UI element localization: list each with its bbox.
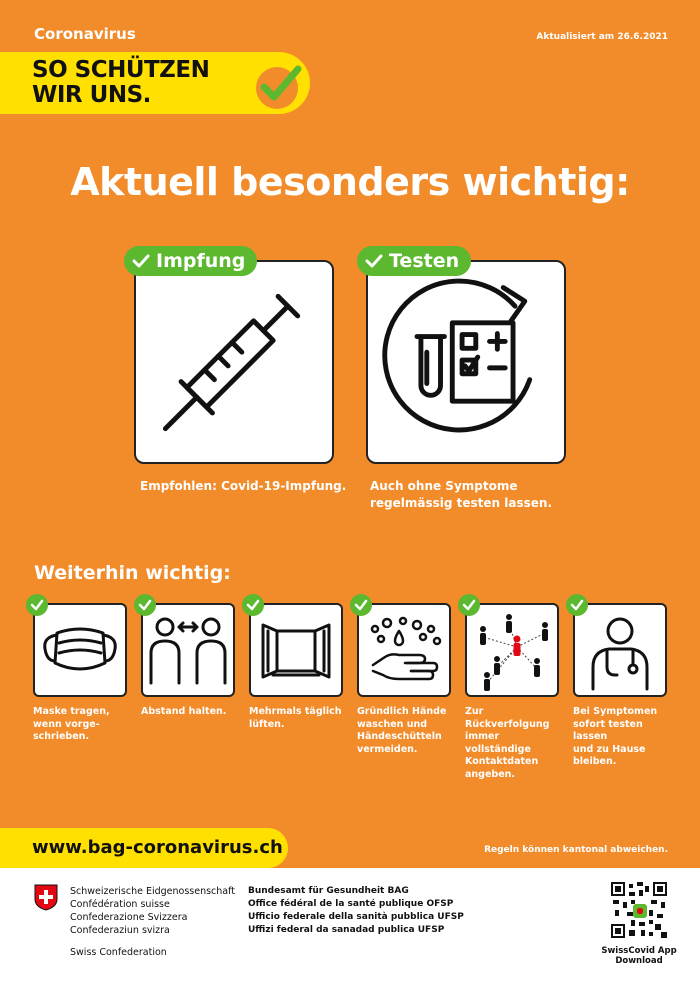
- doctor-caption-line-1: Bei Symptomen: [573, 706, 658, 717]
- measure-caption-doctor: [573, 706, 673, 769]
- testing-label-text: Testen: [389, 250, 460, 272]
- rules-note: Regeln können kantonal abweichen.: [484, 845, 668, 855]
- measure-check-mask: [26, 594, 48, 616]
- doctor-icon: [575, 605, 665, 695]
- mask-caption-line-2: wenn vorge-: [33, 718, 100, 730]
- mask-caption-line-3: schrieben.: [33, 731, 90, 742]
- measure-check-contact-tracing: [458, 594, 480, 616]
- distance-icon: [143, 605, 233, 695]
- check-icon: [354, 598, 368, 612]
- measure-check-doctor: [566, 594, 588, 616]
- swiss-confederation: Swiss Confederation: [70, 947, 167, 958]
- website-link[interactable]: www.bag-coronavirus.ch: [32, 837, 283, 858]
- vaccination-label: [124, 246, 257, 276]
- office-rm: Uffizi federal da sanadad publica UFSP: [248, 925, 445, 935]
- office-names: [248, 885, 464, 937]
- mask-caption-line-1: Maske tragen,: [33, 706, 110, 717]
- test-kit-icon: [368, 262, 564, 462]
- measure-caption-contact-tracing: [465, 706, 565, 781]
- measure-caption-window: [249, 706, 349, 731]
- campaign-title: [32, 58, 209, 108]
- testing-card: [366, 260, 566, 464]
- window-caption-line-2: lüften.: [249, 718, 285, 730]
- handwash-caption-line-4: vermeiden.: [357, 743, 418, 755]
- contact-caption-line-2: immer vollständige: [465, 731, 531, 755]
- check-icon: [365, 252, 383, 270]
- doctor-caption-line-4: bleiben.: [573, 756, 617, 767]
- window-icon: [251, 605, 341, 695]
- updated-date: Aktualisiert am 26.6.2021: [536, 32, 668, 42]
- measure-check-handwash: [350, 594, 372, 616]
- doctor-caption-line-2: sofort testen lassen: [573, 718, 643, 742]
- office-it: Ufficio federale della sanità pubblica UFSP: [248, 912, 464, 922]
- testing-label: [357, 246, 471, 276]
- vaccination-caption: [140, 478, 346, 495]
- doctor-caption-line-3: und zu Hause: [573, 743, 646, 755]
- handwash-caption-line-3: Händeschütteln: [357, 731, 442, 742]
- measure-check-window: [242, 594, 264, 616]
- campaign-title-line-1: SO SCHÜTZEN: [32, 57, 210, 83]
- handwash-icon: [359, 605, 449, 695]
- measure-card-distance: [141, 603, 235, 697]
- contact-caption-line-4: angeben.: [465, 768, 516, 780]
- campaign-title-line-2: WIR UNS.: [32, 82, 151, 108]
- headline: Aktuell besonders wichtig:: [70, 160, 630, 204]
- syringe-icon: [136, 262, 332, 462]
- measure-caption-distance: [141, 706, 241, 719]
- check-icon: [132, 252, 150, 270]
- measure-card-doctor: [573, 603, 667, 697]
- testing-caption-line-2: regelmässig testen lassen.: [370, 496, 553, 510]
- app-caption-line-1: SwissCovid App: [601, 946, 677, 956]
- measure-card-handwash: [357, 603, 451, 697]
- handwash-caption-line-1: Gründlich Hände: [357, 706, 447, 717]
- measure-card-window: [249, 603, 343, 697]
- check-icon: [462, 598, 476, 612]
- qr-code-icon[interactable]: [611, 882, 667, 938]
- testing-caption-line-1: Auch ohne Symptome: [370, 479, 518, 493]
- handwash-caption-line-2: waschen und: [357, 718, 428, 730]
- office-de: Bundesamt für Gesundheit BAG: [248, 886, 409, 896]
- check-icon: [246, 598, 260, 612]
- check-icon: [138, 598, 152, 612]
- check-icon: [570, 598, 584, 612]
- confed-it: Confederazione Svizzera: [70, 912, 188, 923]
- confed-rm: Confederaziun svizra: [70, 925, 170, 936]
- contact-caption-line-3: Kontaktdaten: [465, 756, 539, 767]
- vaccination-label-text: Impfung: [156, 250, 246, 272]
- campaign-banner: [0, 52, 310, 114]
- confederation-names: [70, 885, 235, 937]
- mask-icon: [35, 605, 125, 695]
- subheadline: Weiterhin wichtig:: [34, 562, 231, 584]
- confed-fr: Confédération suisse: [70, 899, 170, 910]
- kicker: Coronavirus: [34, 25, 136, 43]
- url-banner: [0, 828, 288, 868]
- measure-caption-handwash: [357, 706, 457, 756]
- measure-card-contact-tracing: [465, 603, 559, 697]
- app-caption-line-2: Download: [615, 956, 663, 966]
- measure-card-mask: [33, 603, 127, 697]
- distance-caption-line-1: Abstand halten.: [141, 706, 227, 717]
- measure-check-distance: [134, 594, 156, 616]
- contact-caption-line-1: Zur Rückverfolgung: [465, 706, 550, 730]
- check-icon: [30, 598, 44, 612]
- app-download-caption: [596, 946, 682, 966]
- testing-caption: [370, 478, 552, 512]
- contact-tracing-icon: [467, 605, 557, 695]
- vaccination-card: [134, 260, 334, 464]
- measure-caption-mask: [33, 706, 133, 744]
- window-caption-line-1: Mehrmals täglich: [249, 706, 342, 717]
- check-circle-icon: [252, 59, 306, 113]
- confed-de: Schweizerische Eidgenossenschaft: [70, 886, 236, 897]
- vaccination-caption-line: Empfohlen: Covid-19-Impfung.: [140, 479, 347, 493]
- swiss-coat-of-arms-icon: [34, 884, 58, 911]
- office-fr: Office fédéral de la santé publique OFSP: [248, 899, 454, 909]
